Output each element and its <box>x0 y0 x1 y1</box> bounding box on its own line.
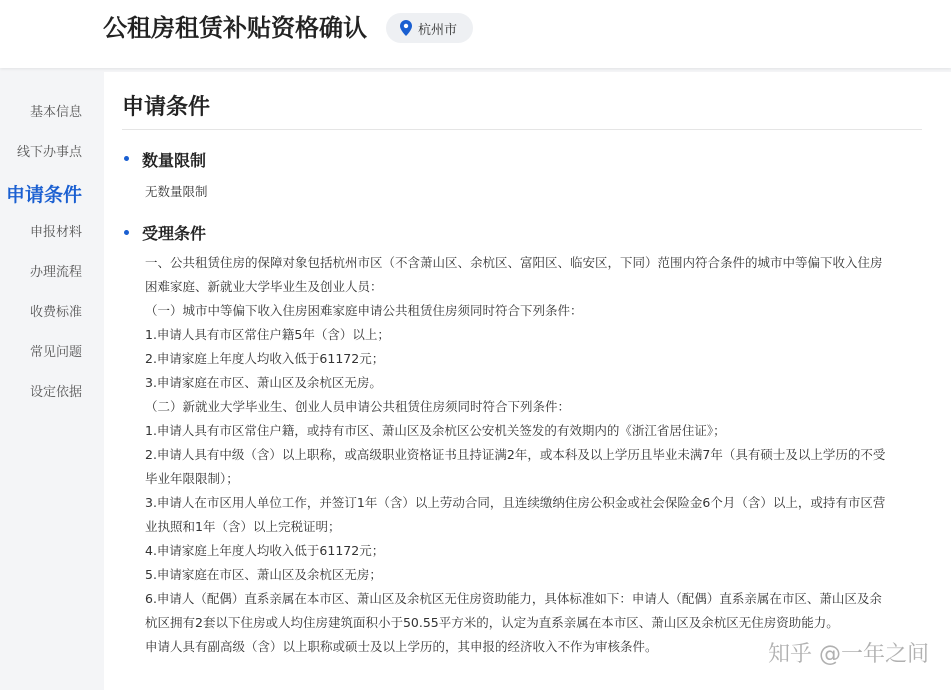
header <box>0 0 951 68</box>
sidebar-item-offline-office[interactable]: 线下办事点 <box>16 145 82 160</box>
location-pin-icon <box>400 20 412 36</box>
conditions-line: 1.申请人具有市区常住户籍5年（含）以上； <box>145 327 390 342</box>
location-label: 杭州市 <box>418 22 458 38</box>
section-title: 申请条件 <box>122 95 211 120</box>
conditions-line: 6.申请人（配偶）直系亲属在本市区、萧山区及余杭区无住房资助能力，具体标准如下：申请人（配偶）直系亲属在市区、萧山区及余 <box>145 591 882 606</box>
main-content <box>104 72 951 690</box>
sidebar-item-faq[interactable]: 常见问题 <box>29 345 82 360</box>
page-title: 公租房租赁补贴资格确认 <box>103 14 367 42</box>
bullet-dot-icon <box>124 230 129 235</box>
conditions-line: 申请人具有副高级（含）以上职称或硕士及以上学历的，其申报的经济收入不作为审核条件。 <box>145 639 658 654</box>
conditions-title: 受理条件 <box>142 224 207 243</box>
conditions-line: 杭区拥有2套以下住房或人均住房建筑面积小于50.55平方米的，认定为直系亲属在本市区、萧山区及余杭区无住房资助能力。 <box>145 615 839 630</box>
conditions-line: 毕业年限限制）； <box>145 471 239 486</box>
sidebar-item-legal-basis[interactable]: 设定依据 <box>29 385 82 400</box>
sidebar-item-process[interactable]: 办理流程 <box>29 265 82 280</box>
sidebar-item-conditions[interactable]: 申请条件 <box>5 184 82 206</box>
quantity-title: 数量限制 <box>142 151 207 170</box>
conditions-line: 一、公共租赁住房的保障对象包括杭州市区（不含萧山区、余杭区、富阳区、临安区，下同）范围内符合条件的城市中等偏下收入住房 <box>145 255 883 270</box>
conditions-line: 3.申请家庭在市区、萧山区及余杭区无房。 <box>145 375 382 390</box>
conditions-line: 2.申请人具有中级（含）以上职称，或高级职业资格证书且持证满2年，或本科及以上学历且毕业未满7年（具有硕士及以上学历的不受 <box>145 447 886 462</box>
conditions-line: 1.申请人具有市区常住户籍，或持有市区、萧山区及余杭区公安机关签发的有效期内的《浙江省居住证》； <box>145 423 726 438</box>
conditions-line: 4.申请家庭上年度人均收入低于61172元； <box>145 543 385 558</box>
conditions-body <box>145 251 915 659</box>
sidebar-item-basic-info[interactable]: 基本信息 <box>29 105 82 120</box>
conditions-line: 5.申请家庭在市区、萧山区及余杭区无房； <box>145 567 382 582</box>
sidebar-item-fees[interactable]: 收费标准 <box>29 305 82 320</box>
sidebar-item-materials[interactable]: 申报材料 <box>29 225 82 240</box>
location-selector[interactable] <box>386 13 473 43</box>
quantity-text: 无数量限制 <box>145 184 208 199</box>
section-divider <box>122 129 922 130</box>
watermark: 知乎 @一年之间 <box>768 642 929 667</box>
bullet-dot-icon <box>124 156 129 161</box>
conditions-line: 2.申请家庭上年度人均收入低于61172元； <box>145 351 385 366</box>
sidebar <box>0 69 100 690</box>
conditions-line: （二）新就业大学毕业生、创业人员申请公共租赁住房须同时符合下列条件： <box>145 399 571 414</box>
conditions-line: 业执照和1年（含）以上完税证明； <box>145 519 341 534</box>
conditions-line: 困难家庭、新就业大学毕业生及创业人员： <box>145 279 383 294</box>
conditions-line: （一）城市中等偏下收入住房困难家庭申请公共租赁住房须同时符合下列条件： <box>145 303 583 318</box>
conditions-line: 3.申请人在市区用人单位工作，并签订1年（含）以上劳动合同，且连续缴纳住房公积金或社会保险金6个月（含）以上，或持有市区营 <box>145 495 886 510</box>
